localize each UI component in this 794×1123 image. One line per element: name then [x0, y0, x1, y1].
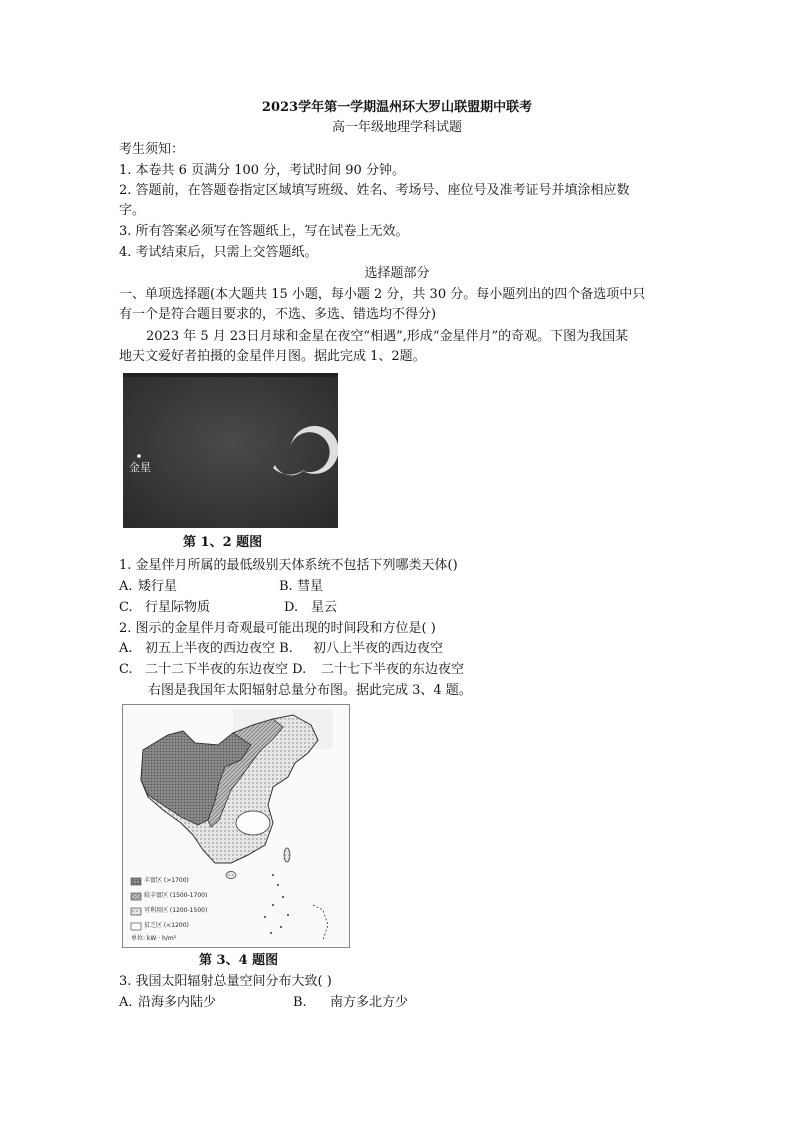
- q3-option-a-key: A.: [119, 995, 133, 1010]
- q1-option-b: 彗星: [297, 579, 324, 594]
- q1-option-a: 矮行星: [138, 579, 178, 594]
- venus-moon-photo: [123, 373, 338, 528]
- figure2-caption: 第 3、4 题图: [199, 953, 279, 968]
- notice-heading: 考生须知：: [119, 142, 185, 157]
- notice-item-2: 2. 答题前，在答题卷指定区域填写班级、姓名、考场号、座位号及准考证号并填涂相应数: [119, 183, 630, 198]
- legend-rich: 丰富区 (>1700): [144, 877, 189, 884]
- q1-stem: 1. 金星伴月所属的最低级别天体系统不包括下列哪类天体(): [119, 558, 458, 573]
- q2-option-a-key: A.: [119, 641, 133, 656]
- q1-option-c: 行星际物质: [145, 600, 211, 615]
- passage2-line: 右图是我国年太阳辐射总量分布图。据此完成 3、4 题。: [148, 683, 472, 698]
- figure1-caption: 第 1、2 题图: [183, 535, 263, 550]
- passage1-line-2: 地天文爱好者拍摄的金星伴月图。据此完成 1、2题。: [119, 349, 426, 364]
- notice-item-1: 1. 本卷共 6 页满分 100 分，考试时间 90 分钟。: [119, 163, 405, 178]
- section-intro-line-2: 有一个是符合题目要求的，不选、多选、错选均不得分): [119, 307, 437, 322]
- q2-option-a: 初五上半夜的西边夜空 B.: [145, 641, 293, 656]
- legend-unit: 单位: kW · h/m²: [131, 935, 177, 942]
- section-title: 选择题部分: [364, 266, 430, 281]
- notice-item-3: 3. 所有答案必须写在答题纸上，写在试卷上无效。: [119, 224, 409, 239]
- q2-stem: 2. 图示的金星伴月奇观最可能出现的时间段和方位是( ): [119, 621, 436, 636]
- q1-option-d: 星云: [311, 600, 338, 615]
- legend-moderate: 较丰富区 (1500-1700): [144, 892, 208, 899]
- q2-option-c-key: C.: [119, 662, 133, 677]
- exam-subtitle: 高一年级地理学科试题: [331, 120, 462, 135]
- q3-option-b: 南方多北方少: [330, 995, 409, 1010]
- q3-stem: 3. 我国太阳辐射总量空间分布大致( ): [119, 974, 332, 989]
- legend-usable: 可利用区 (1200-1500): [144, 907, 208, 914]
- q1-option-c-key: C.: [119, 600, 133, 615]
- q3-option-b-key: B.: [293, 995, 307, 1010]
- notice-item-2-cont: 字。: [119, 203, 146, 218]
- venus-label: 金星: [129, 461, 151, 474]
- passage1-line-1: 2023 年 5 月 23日月球和金星在夜空“相遇”,形成“金星伴月”的奇观。下图为我国某: [146, 329, 629, 344]
- q3-option-a: 沿海多内陆少: [138, 995, 217, 1010]
- q2-option-b: 初八上半夜的西边夜空: [313, 641, 444, 656]
- section-intro-line-1: 一、单项选择题(本大题共 15 小题，每小题 2 分，共 30 分。每小题列出的四个备选项中只: [119, 287, 646, 302]
- q1-option-b-key: B.: [279, 579, 293, 594]
- notice-item-4: 4. 考试结束后，只需上交答题纸。: [119, 245, 318, 260]
- q2-option-c: 二十二下半夜的东边夜空 D.: [145, 662, 307, 677]
- q1-option-d-key: D.: [284, 600, 299, 615]
- exam-title: 2023学年第一学期温州环大罗山联盟期中联考: [261, 100, 533, 115]
- q2-option-d: 二十七下半夜的东边夜空: [321, 662, 465, 677]
- q1-option-a-key: A.: [119, 579, 133, 594]
- legend-poor: 贫乏区 (<1200): [144, 922, 189, 929]
- solar-radiation-map: [122, 704, 350, 948]
